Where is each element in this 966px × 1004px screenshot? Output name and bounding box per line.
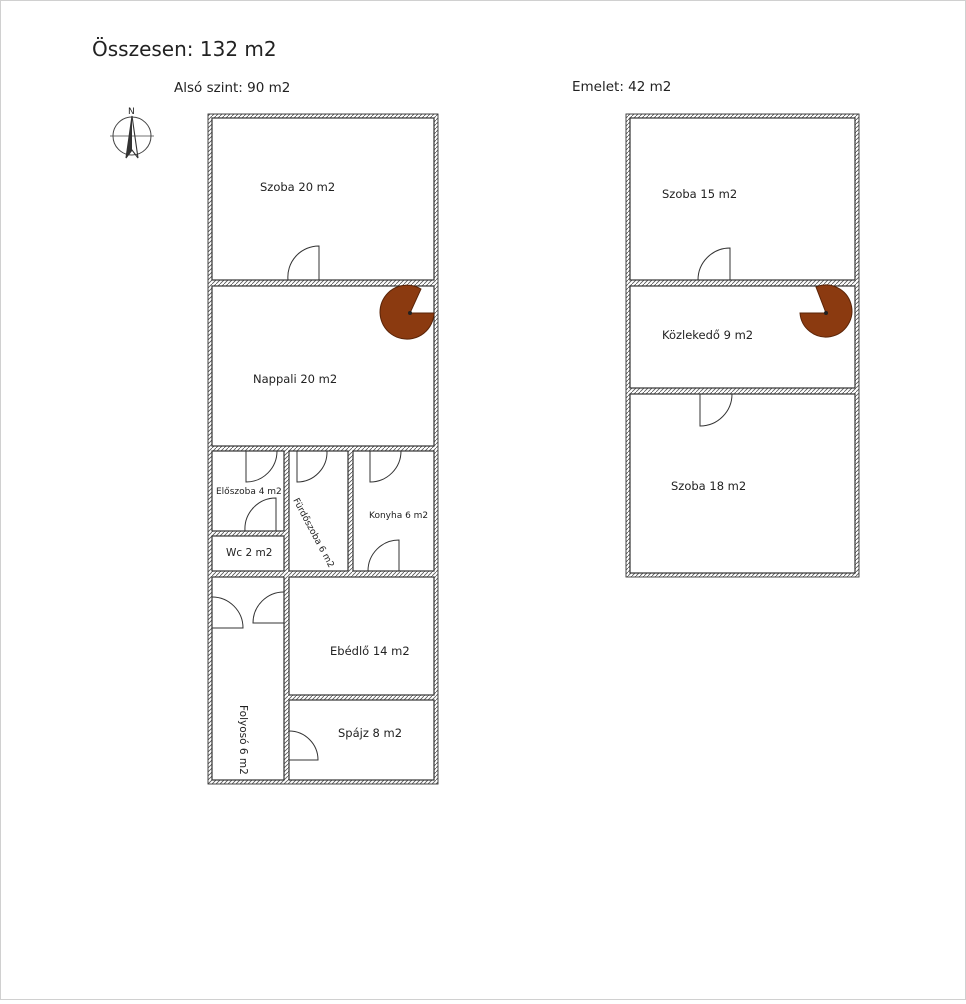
label-szoba-ground: Szoba 20 m2 [260, 180, 336, 194]
label-folyoso: Folyosó 6 m2 [237, 705, 249, 775]
upper-floor-plan [626, 114, 859, 577]
label-spajz: Spájz 8 m2 [338, 726, 403, 740]
label-szoba-upper-2: Szoba 18 m2 [671, 479, 747, 493]
label-nappali: Nappali 20 m2 [253, 372, 338, 386]
room-ebedlo [289, 577, 434, 695]
north-arrow-icon [110, 107, 154, 158]
ground-floor-plan [208, 114, 438, 784]
label-ebedlo: Ebédlő 14 m2 [330, 644, 410, 658]
label-eloszoba: Előszoba 4 m2 [216, 487, 282, 497]
ground-floor-label: Alsó szint: 90 m2 [174, 80, 291, 96]
room-spajz [289, 700, 434, 780]
label-wc: Wc 2 m2 [226, 547, 273, 559]
room-szoba-ground [212, 118, 434, 280]
label-furdoszoba: Fürdőszoba 6 m2 [290, 496, 336, 570]
upper-floor-label: Emelet: 42 m2 [572, 79, 672, 95]
label-szoba-upper-1: Szoba 15 m2 [662, 187, 738, 201]
label-kozlekedo: Közlekedő 9 m2 [662, 328, 754, 342]
north-label: N [128, 107, 135, 117]
label-konyha: Konyha 6 m2 [369, 511, 429, 521]
total-area-title: Összesen: 132 m2 [92, 37, 277, 61]
